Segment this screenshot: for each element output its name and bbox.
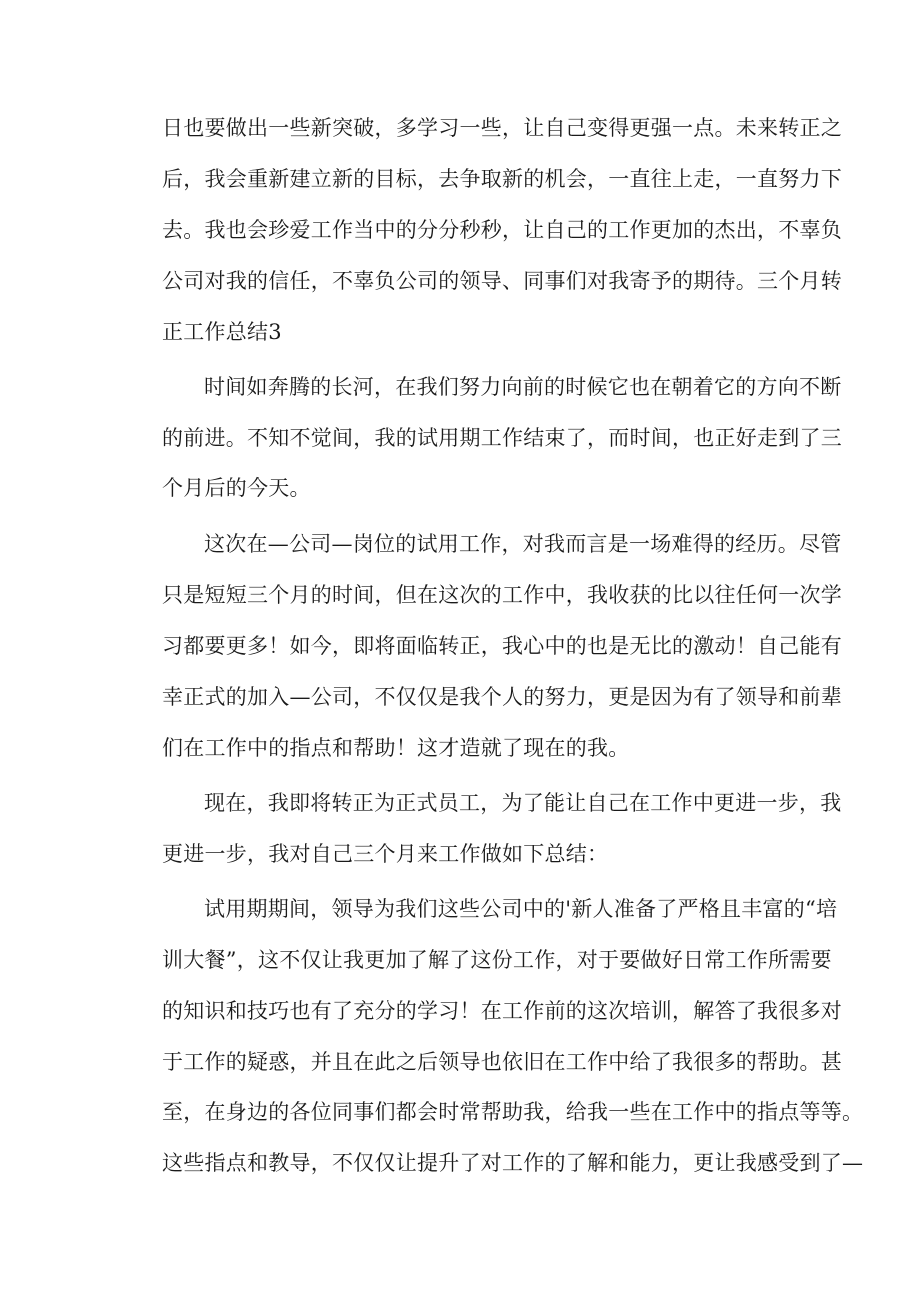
text-line: 日也要做出一些新突破，多学习一些，让自己变得更强一点。未来转正之 [162,116,842,140]
text-line: 只是短短三个月的时间，但在这次的工作中，我收获的比以往任何一次学 [162,583,842,607]
text-line: 这些指点和教导，不仅仅让提升了对工作的了解和能力，更让我感受到了— [162,1151,864,1175]
text-line: 个月后的今天。 [162,476,311,500]
text-line: 训大餐”，这不仅让我更加了解了这份工作，对于要做好日常工作所需要 [162,948,832,972]
text-line: 更进一步，我对自己三个月来工作做如下总结： [162,842,609,866]
text-line: 去。我也会珍爱工作当中的分分秒秒，让自己的工作更加的杰出，不辜负 [162,218,842,242]
text-line: 至，在身边的各位同事们都会时常帮助我，给我一些在工作中的指点等等。 [162,1100,864,1124]
text-line: 公司对我的信任，不辜负公司的领导、同事们对我寄予的期待。三个月转 [162,269,842,293]
text-line: 试用期期间，领导为我们这些公司中的'新人准备了严格且丰富的“培 [204,897,838,921]
text-line: 的知识和技巧也有了充分的学习！在工作前的这次培训，解答了我很多对 [162,999,842,1023]
text-line: 这次在—公司—岗位的试用工作，对我而言是一场难得的经历。尽管 [204,532,842,556]
text-line: 现在，我即将转正为正式员工，为了能让自己在工作中更进一步，我 [204,791,842,815]
text-line: 们在工作中的指点和帮助！这才造就了现在的我。 [162,736,630,760]
text-line: 后，我会重新建立新的目标，去争取新的机会，一直往上走，一直努力下 [162,167,842,191]
text-line: 于工作的疑惑，并且在此之后领导也依旧在工作中给了我很多的帮助。甚 [162,1050,842,1074]
text-line: 习都要更多！如今，即将面临转正，我心中的也是无比的激动！自己能有 [162,634,842,658]
text-line: 的前进。不知不觉间，我的试用期工作结束了，而时间，也正好走到了三 [162,426,842,450]
text-line: 时间如奔腾的长河，在我们努力向前的时候它也在朝着它的方向不断 [204,375,842,399]
text-line: 幸正式的加入—公司，不仅仅是我个人的努力，更是因为有了领导和前辈 [162,685,842,709]
section-title: 正工作总结3 [162,320,282,344]
